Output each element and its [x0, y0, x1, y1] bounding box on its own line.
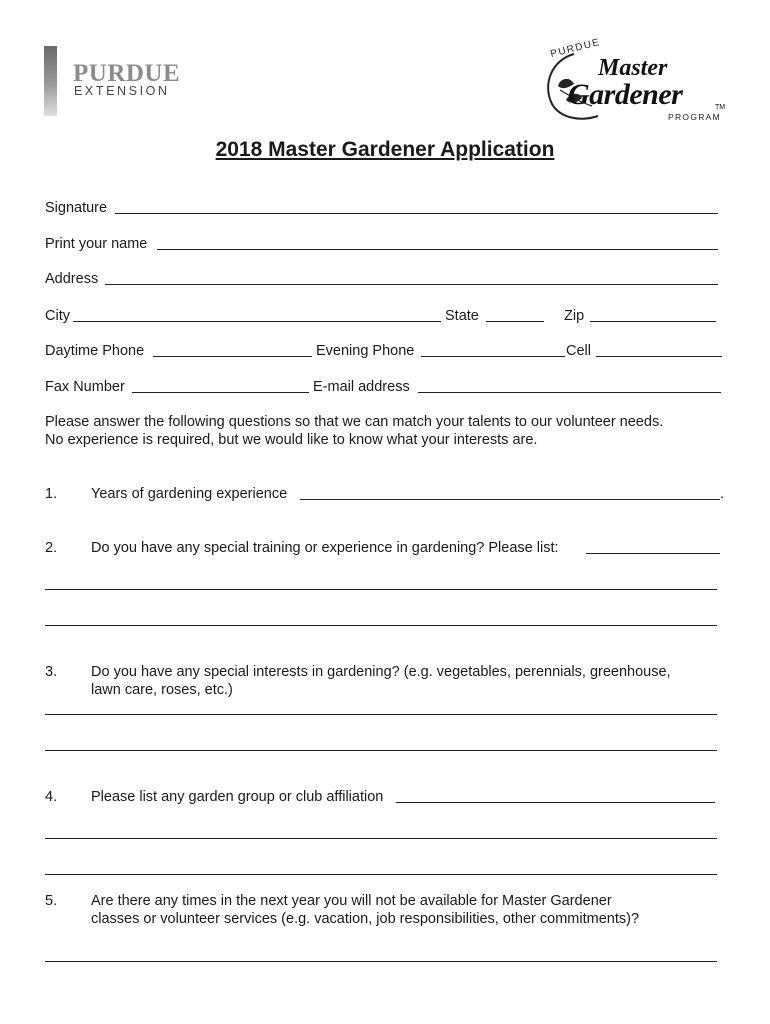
zip-label: Zip	[564, 308, 585, 324]
state-label: State	[445, 308, 479, 324]
mg-logo-arc-text: PURDUE	[549, 36, 602, 60]
daytime-phone-label: Daytime Phone	[45, 343, 145, 359]
question-1-period: .	[720, 486, 725, 502]
question-1-text: Years of gardening experience	[91, 486, 288, 502]
question-4-number: 4.	[45, 789, 58, 805]
cell-label: Cell	[566, 343, 591, 359]
fax-label: Fax Number	[45, 379, 125, 395]
fax-field[interactable]	[132, 392, 309, 393]
question-4-text: Please list any garden group or club affiliation	[91, 789, 384, 805]
mg-logo-program: PROGRAM	[668, 112, 722, 122]
evening-phone-label: Evening Phone	[316, 343, 415, 359]
question-2-answer-field[interactable]	[586, 553, 720, 554]
email-field[interactable]	[418, 392, 721, 393]
state-field[interactable]	[486, 321, 544, 322]
cell-field[interactable]	[596, 356, 722, 357]
mg-logo-tm: TM	[715, 104, 726, 111]
question-5-answer-line[interactable]	[45, 961, 717, 962]
question-1-answer-field[interactable]	[300, 499, 720, 500]
mg-logo-master: Master	[598, 55, 668, 81]
question-4-answer-line[interactable]	[45, 874, 717, 875]
page-title: 2018 Master Gardener Application	[215, 138, 555, 161]
address-field[interactable]	[105, 284, 718, 285]
print-name-field[interactable]	[157, 249, 718, 250]
zip-field[interactable]	[590, 321, 716, 322]
question-3-text-line-2: lawn care, roses, etc.)	[91, 682, 233, 698]
question-5-text-line-1: Are there any times in the next year you will not be available for Master Gardener	[91, 893, 612, 909]
question-1-number: 1.	[45, 486, 58, 502]
address-label: Address	[45, 271, 99, 287]
question-4-answer-line[interactable]	[45, 838, 717, 839]
question-2-answer-line[interactable]	[45, 589, 717, 590]
evening-phone-field[interactable]	[421, 356, 565, 357]
signature-field[interactable]	[115, 213, 718, 214]
intro-line-1: Please answer the following questions so that we can match your talents to our volunteer needs.	[45, 414, 664, 430]
intro-line-2: No experience is required, but we would like to know what your interests are.	[45, 432, 538, 448]
question-5-text-line-2: classes or volunteer services (e.g. vacation, job responsibilities, other commitments)?	[91, 911, 640, 927]
question-3-answer-line[interactable]	[45, 714, 717, 715]
city-field[interactable]	[73, 321, 441, 322]
purdue-logo-bar	[44, 46, 57, 116]
question-3-text-line-1: Do you have any special interests in gardening? (e.g. vegetables, perennials, greenhouse,	[91, 664, 671, 680]
print-name-label: Print your name	[45, 236, 148, 252]
question-2-answer-line[interactable]	[45, 625, 717, 626]
question-5-number: 5.	[45, 893, 58, 909]
question-3-number: 3.	[45, 664, 58, 680]
email-label: E-mail address	[313, 379, 410, 395]
question-2-number: 2.	[45, 540, 58, 556]
purdue-logo-name: PURDUE	[73, 60, 181, 87]
daytime-phone-field[interactable]	[153, 356, 312, 357]
question-3-answer-line[interactable]	[45, 750, 717, 751]
mg-logo-gardener: Gardener	[568, 78, 683, 111]
question-2-text: Do you have any special training or experience in gardening? Please list:	[91, 540, 559, 556]
signature-label: Signature	[45, 200, 108, 216]
purdue-logo-sub: EXTENSION	[74, 84, 170, 98]
question-4-answer-field[interactable]	[396, 802, 715, 803]
city-label: City	[45, 308, 70, 324]
